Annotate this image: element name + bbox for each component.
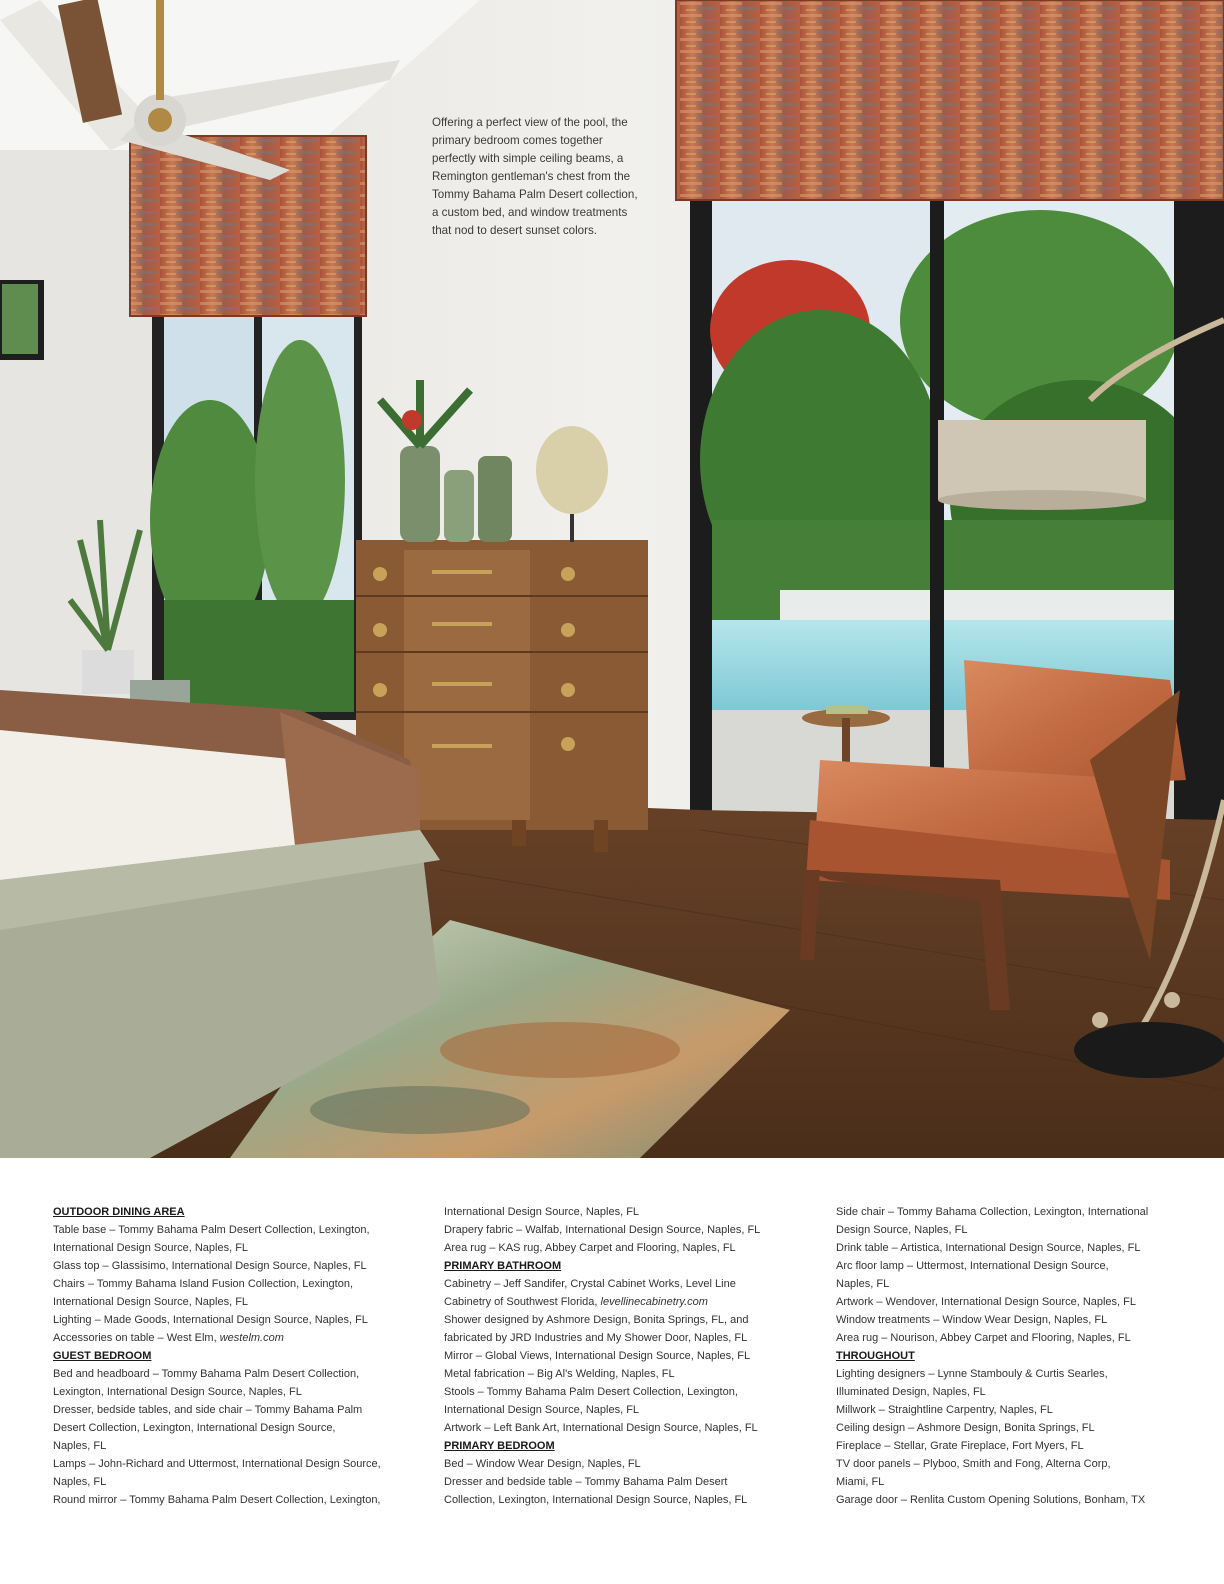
credit-line — [836, 1221, 1208, 1239]
credit-text: Naples, FL — [836, 1278, 890, 1290]
credit-line — [836, 1239, 1208, 1257]
credit-line — [444, 1293, 816, 1311]
credit-text: International Design Source, Naples, FL — [53, 1242, 249, 1254]
credit-text: Miami, FL — [836, 1476, 885, 1488]
credit-line — [836, 1275, 1208, 1293]
credit-text: Collection, Lexington, International Design Source, Naples, FL — [444, 1494, 748, 1506]
credit-line — [836, 1455, 1208, 1473]
credit-text: Cabinetry of Southwest Florida, — [444, 1296, 601, 1308]
credit-text: Table base – Tommy Bahama Palm Desert Collection, Lexington, — [53, 1224, 370, 1236]
credit-text: Arc floor lamp – Uttermost, International Design Source, — [836, 1260, 1109, 1272]
credit-line — [444, 1203, 816, 1221]
credit-text: Round mirror – Tommy Bahama Palm Desert Collection, Lexington, — [53, 1494, 381, 1506]
credit-text: Naples, FL — [53, 1440, 107, 1452]
credit-line — [836, 1401, 1208, 1419]
credit-line — [836, 1419, 1208, 1437]
credit-text: Chairs – Tommy Bahama Island Fusion Collection, Lexington, — [53, 1278, 354, 1290]
credit-text: PRIMARY BEDROOM — [444, 1440, 555, 1452]
website-link: levellinecabinetry.com — [600, 1296, 708, 1308]
credit-line — [444, 1329, 816, 1347]
credit-text: Cabinetry – Jeff Sandifer, Crystal Cabinet Works, Level Line — [444, 1278, 736, 1290]
credit-text: Illuminated Design, Naples, FL — [836, 1386, 986, 1398]
credit-text: Desert Collection, Lexington, International Design Source, — [53, 1422, 336, 1434]
credit-line — [836, 1383, 1208, 1401]
credit-text: Lighting – Made Goods, International Design Source, Naples, FL — [53, 1314, 368, 1326]
credit-line — [836, 1491, 1208, 1509]
credit-text: Bed – Window Wear Design, Naples, FL — [444, 1458, 641, 1470]
credit-line — [53, 1491, 425, 1509]
credit-line — [53, 1401, 425, 1419]
credit-text: Area rug – KAS rug, Abbey Carpet and Flooring, Naples, FL — [444, 1242, 736, 1254]
credit-line — [444, 1239, 816, 1257]
credit-text: International Design Source, Naples, FL — [444, 1206, 640, 1218]
credit-text: Accessories on table – West Elm, — [53, 1332, 220, 1344]
credit-text: Lexington, International Design Source, Naples, FL — [53, 1386, 302, 1398]
credit-text: Ceiling design – Ashmore Design, Bonita Springs, FL — [836, 1422, 1095, 1434]
credit-line — [836, 1437, 1208, 1455]
credit-line — [836, 1257, 1208, 1275]
section-heading — [53, 1347, 425, 1365]
credit-line — [836, 1365, 1208, 1383]
credit-text: Millwork – Straightline Carpentry, Naples, FL — [836, 1404, 1053, 1416]
resources-credits — [53, 1203, 1193, 1543]
credit-text: Garage door – Renlita Custom Opening Solutions, Bonham, TX — [836, 1494, 1146, 1506]
credit-line — [53, 1473, 425, 1491]
credit-text: Fireplace – Stellar, Grate Fireplace, Fort Myers, FL — [836, 1440, 1084, 1452]
credit-line — [444, 1275, 816, 1293]
credit-text: Glass top – Glassisimo, International Design Source, Naples, FL — [53, 1260, 367, 1272]
credit-line — [836, 1293, 1208, 1311]
credit-text: International Design Source, Naples, FL — [444, 1404, 640, 1416]
credit-line — [53, 1221, 425, 1239]
website-link: westelm.com — [219, 1332, 284, 1344]
credit-text: Dresser and bedside table – Tommy Bahama Palm Desert — [444, 1476, 728, 1488]
credit-line — [444, 1455, 816, 1473]
credit-text: Metal fabrication – Big Al's Welding, Naples, FL — [444, 1368, 675, 1380]
credit-line — [444, 1365, 816, 1383]
credit-text: THROUGHOUT — [836, 1350, 915, 1362]
credit-line — [53, 1365, 425, 1383]
credit-line — [444, 1311, 816, 1329]
credit-text: Mirror – Global Views, International Design Source, Naples, FL — [444, 1350, 751, 1362]
credit-line — [53, 1419, 425, 1437]
photo-caption: Offering a perfect view of the pool, the primary bedroom comes together perfectly with simple ceiling beams, a Remington gentleman's chest from the Tommy Bahama Palm Desert collection, a custom bed, and window treatments that nod to desert sunset colors. — [432, 116, 638, 237]
credit-line — [53, 1257, 425, 1275]
credit-line — [53, 1275, 425, 1293]
credit-text: International Design Source, Naples, FL — [53, 1296, 249, 1308]
credit-text: GUEST BEDROOM — [53, 1350, 152, 1362]
credit-text: OUTDOOR DINING AREA — [53, 1206, 185, 1218]
credit-text: Window treatments – Window Wear Design, Naples, FL — [836, 1314, 1108, 1326]
credit-line — [53, 1311, 425, 1329]
credit-text: PRIMARY BATHROOM — [444, 1260, 562, 1272]
section-heading — [444, 1257, 816, 1275]
credit-line — [53, 1239, 425, 1257]
credit-line — [444, 1347, 816, 1365]
credit-text: fabricated by JRD Industries and My Shower Door, Naples, FL — [444, 1332, 748, 1344]
credit-line — [444, 1473, 816, 1491]
credit-line — [53, 1293, 425, 1311]
credit-text: Drink table – Artistica, International Design Source, Naples, FL — [836, 1242, 1141, 1254]
credit-text: Design Source, Naples, FL — [836, 1224, 968, 1236]
credit-text: Dresser, bedside tables, and side chair – Tommy Bahama Palm — [53, 1404, 363, 1416]
credit-text: Artwork – Wendover, International Design Source, Naples, FL — [836, 1296, 1137, 1308]
section-heading — [836, 1347, 1208, 1365]
credit-text: Area rug – Nourison, Abbey Carpet and Flooring, Naples, FL — [836, 1332, 1131, 1344]
credits-column-2 — [444, 1203, 816, 1509]
credit-line — [444, 1401, 816, 1419]
section-heading — [53, 1203, 425, 1221]
credit-text: Bed and headboard – Tommy Bahama Palm Desert Collection, — [53, 1368, 360, 1380]
credit-text: TV door panels – Plyboo, Smith and Fong, Alterna Corp, — [836, 1458, 1111, 1470]
credit-text: Side chair – Tommy Bahama Collection, Lexington, International — [836, 1206, 1149, 1218]
credit-line — [53, 1383, 425, 1401]
credit-line — [53, 1455, 425, 1473]
credit-text: Stools – Tommy Bahama Palm Desert Collection, Lexington, — [444, 1386, 738, 1398]
credit-line — [53, 1437, 425, 1455]
credits-column-1 — [53, 1203, 425, 1509]
credit-line — [836, 1329, 1208, 1347]
credit-line — [836, 1311, 1208, 1329]
credit-line — [836, 1473, 1208, 1491]
credits-column-3 — [836, 1203, 1208, 1509]
credit-text: Drapery fabric – Walfab, International Design Source, Naples, FL — [444, 1224, 761, 1236]
credit-line — [444, 1419, 816, 1437]
credit-text: Artwork – Left Bank Art, International Design Source, Naples, FL — [444, 1422, 758, 1434]
credit-text: Lamps – John-Richard and Uttermost, International Design Source, — [53, 1458, 381, 1470]
credit-text: Lighting designers – Lynne Stambouly & Curtis Searles, — [836, 1368, 1108, 1380]
credit-line — [444, 1221, 816, 1239]
credit-line — [836, 1203, 1208, 1221]
credit-text: Naples, FL — [53, 1476, 107, 1488]
credit-text: Shower designed by Ashmore Design, Bonita Springs, FL, and — [444, 1314, 749, 1326]
credit-line — [53, 1329, 425, 1347]
credit-line — [444, 1491, 816, 1509]
section-heading — [444, 1437, 816, 1455]
credit-line — [444, 1383, 816, 1401]
